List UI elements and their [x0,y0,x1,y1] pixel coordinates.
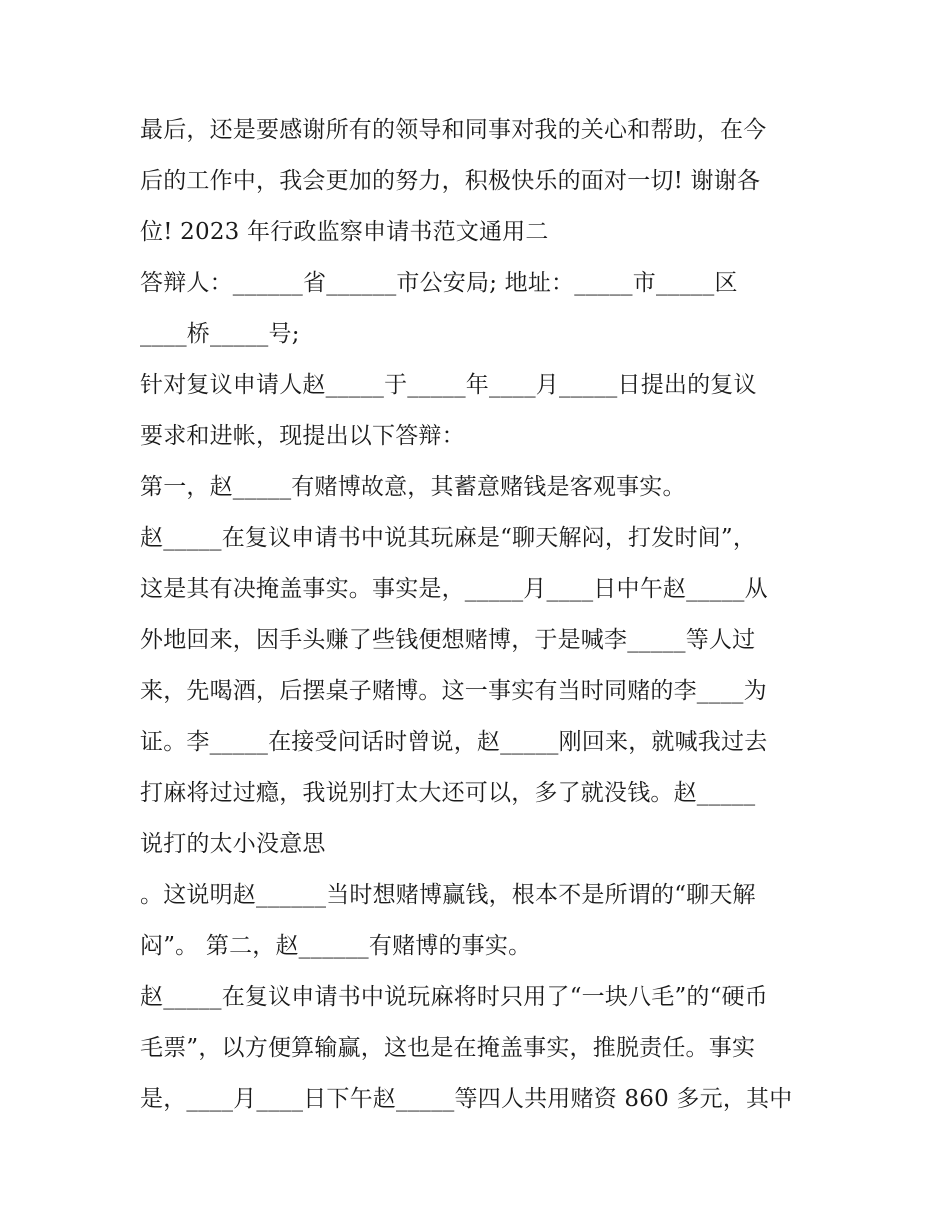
text-line: 第一，赵_____有赌博故意，其蓄意赌钱是客观事实。 [140,474,686,500]
text-line: 针对复议申请人赵_____于_____年____月_____日提出的复议 [140,372,757,398]
text-line: 赵_____在复议申请书中说其玩麻是“聊天解闷，打发时间”， [140,525,757,551]
text-line: 证。李_____在接受问话时曾说，赵_____刚回来，就喊我过去 [140,729,768,755]
text-line: 来，先喝酒，后摆桌子赌博。这一事实有当时同赌的李____为 [140,678,767,704]
text-line: 闷”。 第二，赵______有赌博的事实。 [140,933,532,959]
text-line: 说打的太小没意思 [140,831,326,857]
text-line: 答辩人：______省______市公安局; 地址：_____市_____区 [140,270,738,296]
text-line: ____桥_____号; [140,321,300,347]
text-line: 毛票”，以方便算输赢，这也是在掩盖事实，推脱责任。事实 [140,1035,756,1061]
text-line: 要求和进帐，现提出以下答辩： [140,423,465,449]
text-line: 这是其有决掩盖事实。事实是，_____月____日中午赵_____从 [140,576,768,602]
document-body [140,108,820,1128]
text-line: 后的工作中，我会更加的努力，积极快乐的面对一切! 谢谢各 [140,168,761,194]
text-line: 。这说明赵______当时想赌博赢钱，根本不是所谓的“聊天解 [140,882,756,908]
text-line: 位! 2023 年行政监察申请书范文通用二 [140,219,549,245]
text-line: 最后，还是要感谢所有的领导和同事对我的关心和帮助，在今 [140,117,767,143]
text-line: 赵_____在复议申请书中说玩麻将时只用了“一块八毛”的“硬币 [140,984,768,1010]
text-line: 外地回来，因手头赚了些钱便想赌博，于是喊李_____等人过 [140,627,756,653]
text-line: 打麻将过过瘾，我说别打太大还可以，多了就没钱。赵_____ [140,780,756,806]
text-line: 是，____月____日下午赵_____等四人共用赌资 860 多元，其中 [140,1086,793,1112]
